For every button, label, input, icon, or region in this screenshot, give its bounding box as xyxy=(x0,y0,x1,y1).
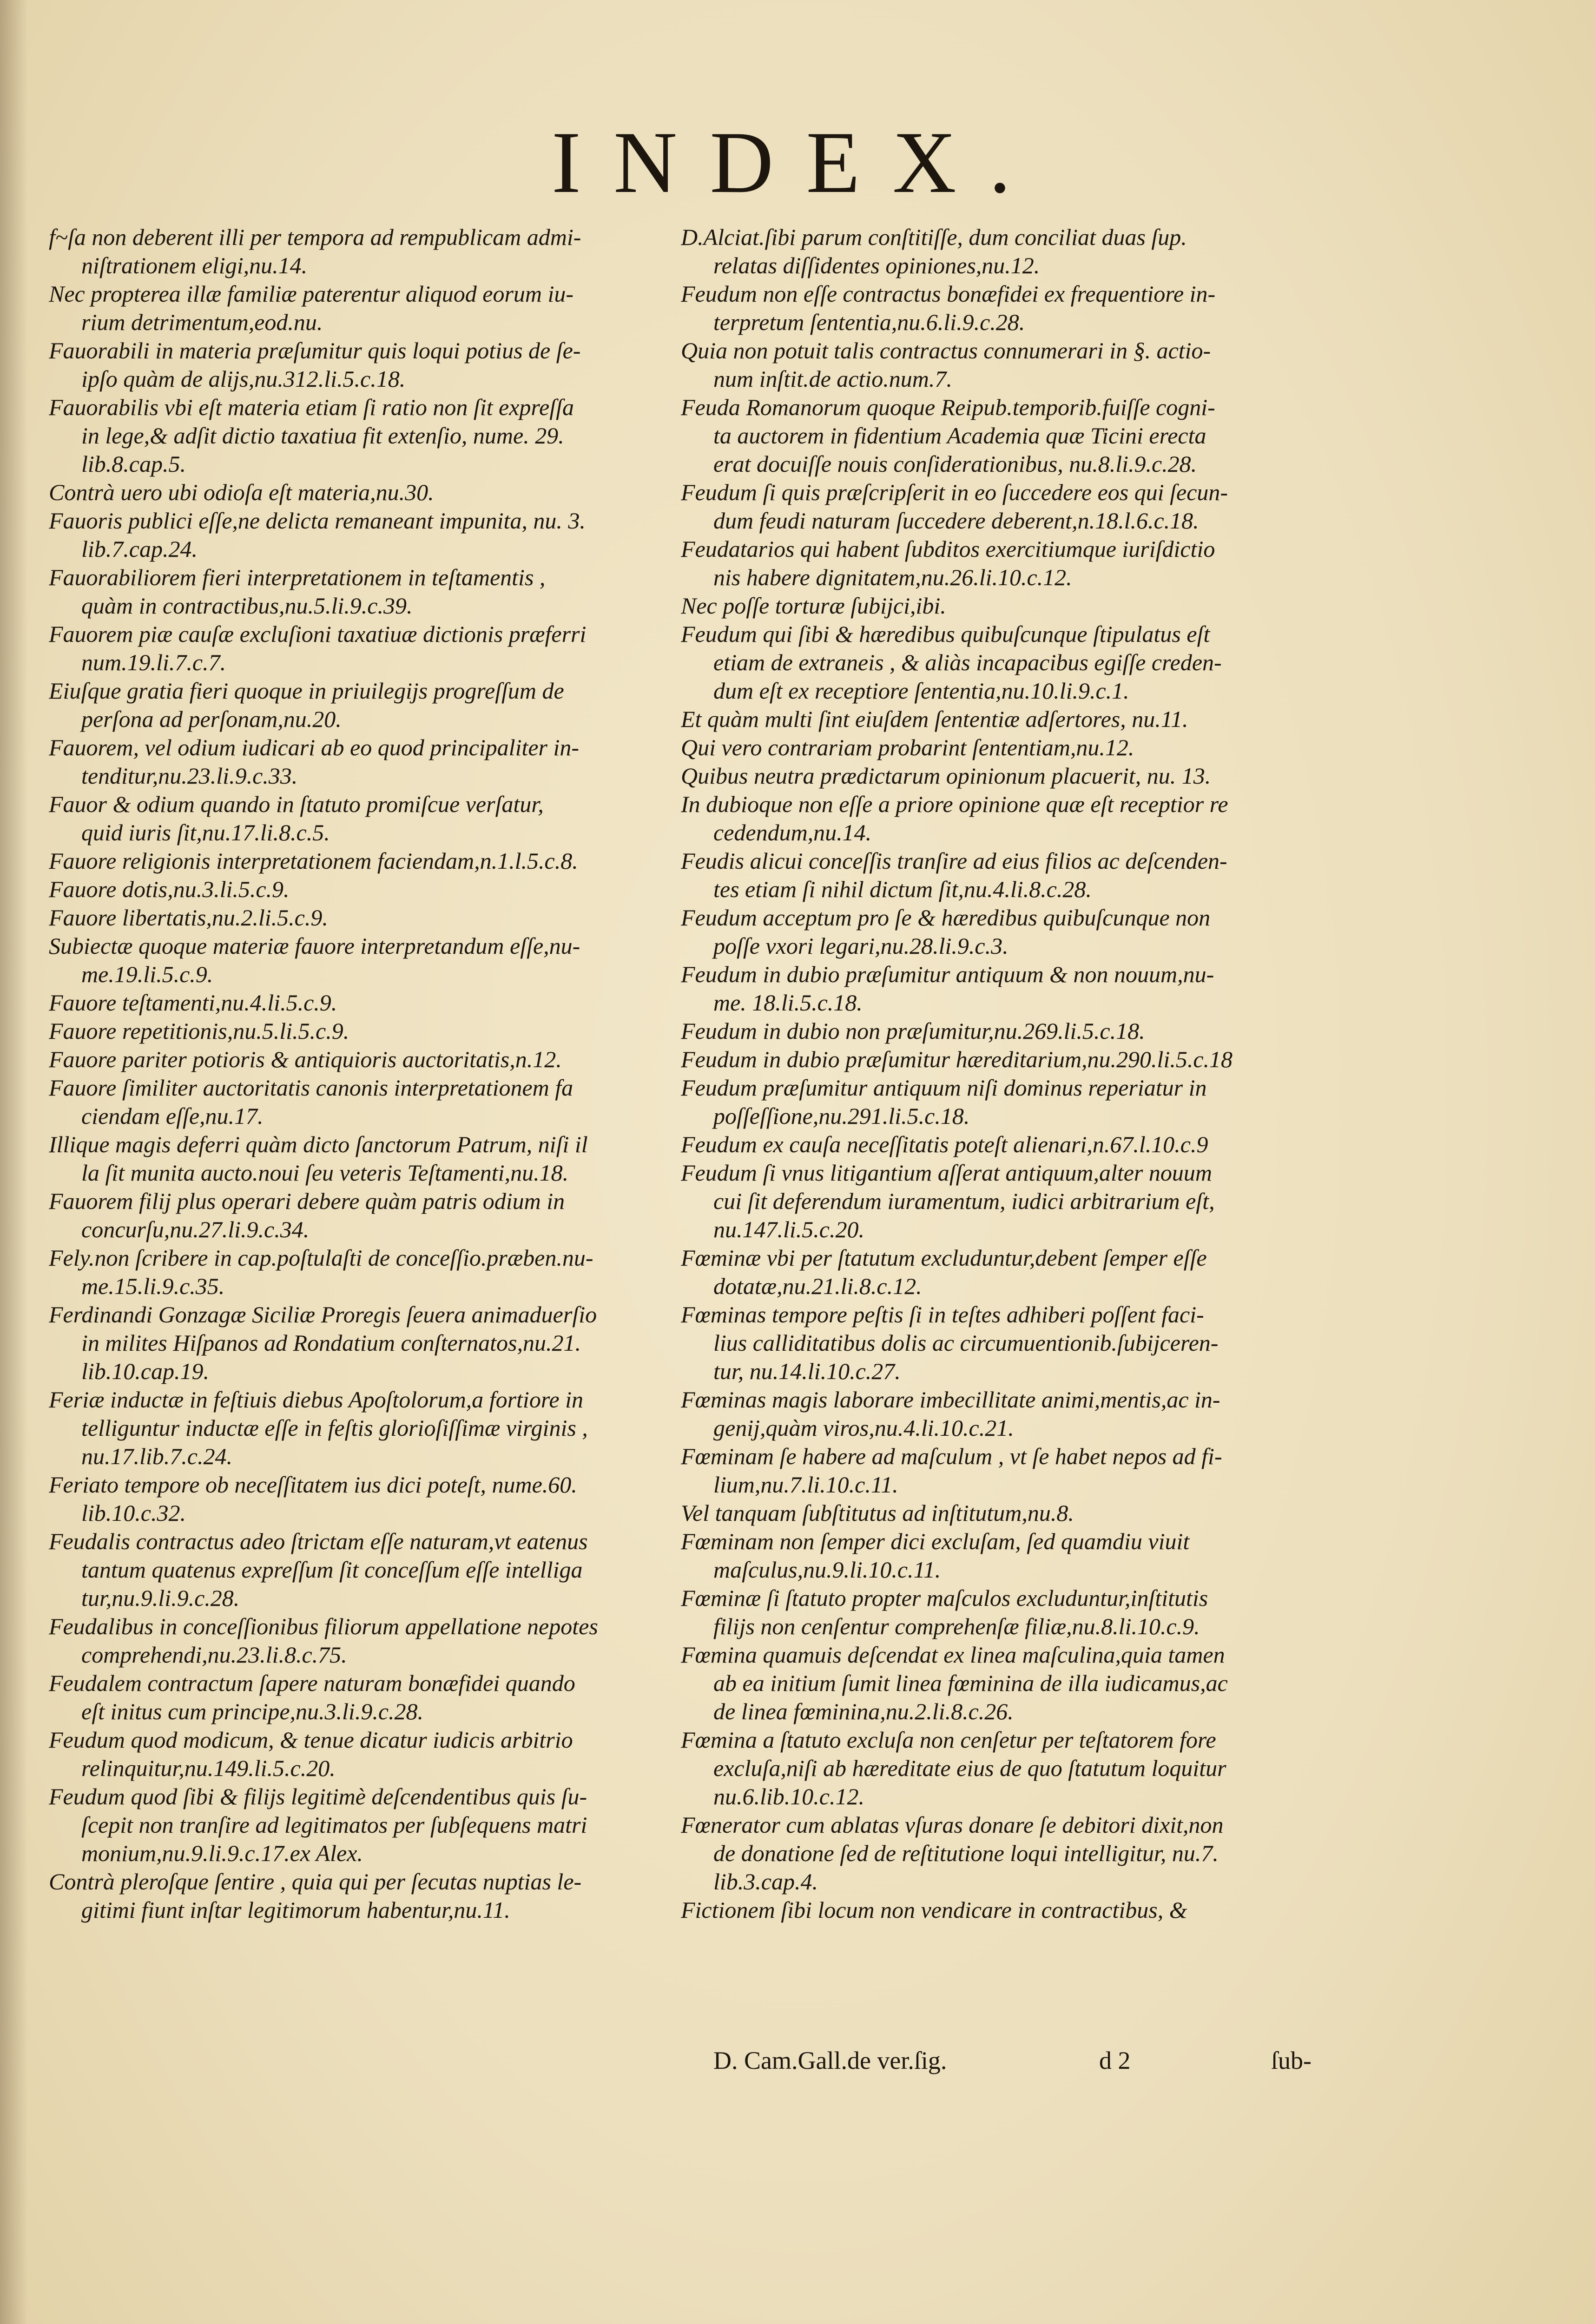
index-line: perſona ad perſonam,nu.20. xyxy=(81,706,342,732)
index-line: de linea fœminina,nu.2.li.8.c.26. xyxy=(713,1698,1014,1724)
index-line: Feuda Romanorum quoque Reipub.temporib.fuiſſe cogni- xyxy=(681,394,1215,420)
index-line: Feudum præſumitur antiquum niſi dominus reperiatur in xyxy=(681,1075,1207,1101)
index-line: Fœminam ſe habere ad maſculum , vt ſe habet nepos ad fi- xyxy=(681,1443,1222,1469)
index-line: telliguntur inductæ eſſe in feſtis glorioſiſſimæ virginis , xyxy=(81,1415,588,1441)
index-line: de donatione ſed de reſtitutione loqui intelligitur, nu.7. xyxy=(713,1840,1219,1866)
index-line: tur, nu.14.li.10.c.27. xyxy=(713,1358,901,1384)
page-footer xyxy=(713,2044,1327,2077)
index-line: In dubioque non eſſe a priore opinione quæ eſt receptior re xyxy=(681,791,1228,817)
index-line: D.Alciat.ſibi parum conſtitiſſe, dum conciliat duas ſup. xyxy=(681,224,1187,250)
index-line: in milites Hiſpanos ad Rondatium conſternatos,nu.21. xyxy=(81,1330,581,1356)
index-line: lium,nu.7.li.10.c.11. xyxy=(713,1472,898,1498)
index-line: dotatæ,nu.21.li.8.c.12. xyxy=(713,1273,922,1299)
index-line: num inſtit.de actio.num.7. xyxy=(713,366,952,392)
footer-source: D. Cam.Gall.de ver.ſig. xyxy=(713,2047,947,2074)
index-line: me. 18.li.5.c.18. xyxy=(713,990,863,1016)
index-line: Fœminas tempore peſtis ſi in teſtes adhiberi poſſent faci- xyxy=(681,1301,1204,1327)
signature-mark: d 2 xyxy=(1099,2047,1131,2074)
index-line: terpretum ſententia,nu.6.li.9.c.28. xyxy=(713,309,1025,335)
index-line: Fœminam non ſemper dici excluſam, ſed quamdiu viuit xyxy=(681,1528,1190,1554)
index-line: ciendam eſſe,nu.17. xyxy=(81,1103,264,1129)
index-line: in lege,& adſit dictio taxatiua fit extenſio, nume. 29. xyxy=(81,423,564,449)
index-line: ipſo quàm de alijs,nu.312.li.5.c.18. xyxy=(81,366,406,392)
index-line: concurſu,nu.27.li.9.c.34. xyxy=(81,1216,310,1242)
index-line: Nec poſſe torturæ ſubijci,ibi. xyxy=(681,593,946,619)
index-line: nu.147.li.5.c.20. xyxy=(713,1216,864,1242)
index-line: Feudum acceptum pro ſe & hæredibus quibuſcunque non xyxy=(681,905,1211,931)
index-line: Fœminæ vbi per ſtatutum excluduntur,debent ſemper eſſe xyxy=(681,1245,1207,1271)
index-line: poſſe vxori legari,nu.28.li.9.c.3. xyxy=(713,933,1008,959)
index-line: ta auctorem in fidentium Academia quæ Ticini erecta xyxy=(713,423,1206,449)
index-line: quàm in contractibus,nu.5.li.9.c.39. xyxy=(81,593,413,619)
index-line: Feudum ſi quis præſcripſerit in eo ſuccedere eos qui ſecun- xyxy=(681,479,1228,505)
index-line: Contrà pleroſque ſentire , quia qui per ſecutas nuptias le- xyxy=(49,1868,582,1895)
index-line: Feudum qui ſibi & hæredibus quibuſcunque ſtipulatus eſt xyxy=(681,621,1210,647)
catchword: ſub- xyxy=(1271,2047,1312,2074)
index-line: Feudum in dubio præſumitur hæreditarium,nu.290.li.5.c.18 xyxy=(681,1046,1233,1072)
index-line: Fauorem filij plus operari debere quàm patris odium in xyxy=(49,1188,565,1214)
index-line: Feudalis contractus adeo ſtrictam eſſe naturam,vt eatenus xyxy=(49,1528,588,1554)
index-line: etiam de extraneis , & aliàs incapacibus egiſſe creden- xyxy=(713,649,1222,675)
index-column-right xyxy=(681,223,1334,1924)
index-line: Fauor & odium quando in ſtatuto promiſcue verſatur, xyxy=(49,791,544,817)
index-line: Feriato tempore ob neceſſitatem ius dici poteſt, nume.60. xyxy=(49,1472,577,1498)
index-line: tes etiam ſi nihil dictum ſit,nu.4.li.8.c.28. xyxy=(713,876,1092,902)
index-line: Fauore religionis interpretationem faciendam,n.1.l.5.c.8. xyxy=(49,848,578,874)
index-line: la ſit munita aucto.noui ſeu veteris Teſtamenti,nu.18. xyxy=(81,1160,569,1186)
index-line: Ferdinandi Gonzagæ Siciliæ Proregis ſeuera animaduerſio xyxy=(49,1301,597,1327)
index-line: tenditur,nu.23.li.9.c.33. xyxy=(81,763,298,789)
index-line: lib.10.c.32. xyxy=(81,1500,186,1526)
page-title: INDEX. xyxy=(551,114,1044,211)
index-line: Fœminas magis laborare imbecillitate animi,mentis,ac in- xyxy=(681,1386,1220,1413)
index-line: ab ea initium ſumit linea fœminina de illa iudicamus,ac xyxy=(713,1670,1228,1696)
index-line: Vel tanquam ſubſtitutus ad inſtitutum,nu.8. xyxy=(681,1500,1074,1526)
index-line: filijs non cenſentur comprehenſæ filiæ,nu.8.li.10.c.9. xyxy=(713,1613,1200,1639)
index-line: nis habere dignitatem,nu.26.li.10.c.12. xyxy=(713,564,1072,590)
index-line: quid iuris ſit,nu.17.li.8.c.5. xyxy=(81,819,330,845)
index-line: me.15.li.9.c.35. xyxy=(81,1273,225,1299)
index-line: lib.8.cap.5. xyxy=(81,451,186,477)
index-line: Contrà uero ubi odioſa eſt materia,nu.30. xyxy=(49,479,434,505)
index-line: Fœminæ ſi ſtatuto propter maſculos excluduntur,inſtitutis xyxy=(681,1585,1208,1611)
index-line: relatas diſſidentes opiniones,nu.12. xyxy=(713,252,1040,278)
index-column-left xyxy=(49,223,702,1924)
index-line: erat docuiſſe nouis conſiderationibus, nu.8.li.9.c.28. xyxy=(713,451,1197,477)
index-line: dum feudi naturam ſuccedere deberent,n.18.l.6.c.18. xyxy=(713,508,1199,534)
index-line: lib.7.cap.24. xyxy=(81,536,198,562)
index-line: lius calliditatibus dolis ac circumuentionib.ſubijceren- xyxy=(713,1330,1219,1356)
index-line: gitimi fiunt inſtar legitimorum habentur,nu.11. xyxy=(81,1897,510,1923)
index-line: Fely.non ſcribere in cap.poſtulaſti de conceſſio.præben.nu- xyxy=(49,1245,593,1271)
index-line: Fauorabilis vbi eſt materia etiam ſi ratio non ſit expreſſa xyxy=(49,394,574,420)
index-line: cui ſit deferendum iuramentum, iudici arbitrarium eſt, xyxy=(713,1188,1215,1214)
index-line: poſſeſſione,nu.291.li.5.c.18. xyxy=(713,1103,970,1129)
index-line: Subiectæ quoque materiæ fauore interpretandum eſſe,nu- xyxy=(49,933,580,959)
index-line: Fauorem, vel odium iudicari ab eo quod principaliter in- xyxy=(49,734,580,760)
index-line: Fœmina a ſtatuto excluſa non cenſetur per teſtatorem fore xyxy=(681,1727,1216,1753)
index-line: tantum quatenus expreſſum ſit conceſſum eſſe intelliga xyxy=(81,1557,583,1583)
index-line: Fauore ſimiliter auctoritatis canonis interpretationem fa xyxy=(49,1075,573,1101)
index-line: Feudum quod ſibi & filijs legitimè deſcendentibus quis ſu- xyxy=(49,1783,587,1809)
index-line: dum eſt ex receptiore ſententia,nu.10.li.9.c.1. xyxy=(713,678,1129,704)
index-line: Illique magis deferri quàm dicto ſanctorum Patrum, niſi il xyxy=(49,1131,588,1157)
index-line: Fœnerator cum ablatas vſuras donare ſe debitori dixit,non xyxy=(681,1812,1224,1838)
index-line: Feudum non eſſe contractus bonæfidei ex frequentiore in- xyxy=(681,281,1216,307)
index-line: nu.6.lib.10.c.12. xyxy=(713,1783,864,1809)
index-line: Feudis alicui conceſſis tranſire ad eius filios ac deſcenden- xyxy=(681,848,1227,874)
index-line: ſcepit non tranſire ad legitimatos per ſubſequens matri xyxy=(81,1812,587,1838)
index-line: Quibus neutra prædictarum opinionum placuerit, nu. 13. xyxy=(681,763,1211,789)
index-line: monium,nu.9.li.9.c.17.ex Alex. xyxy=(81,1840,363,1866)
index-line: Et quàm multi ſint eiuſdem ſententiæ adſertores, nu.11. xyxy=(681,706,1188,732)
index-line: maſculus,nu.9.li.10.c.11. xyxy=(713,1557,941,1583)
index-line: Nec propterea illæ familiæ paterentur aliquod eorum iu- xyxy=(49,281,574,307)
index-line: Quia non potuit talis contractus connumerari in §. actio- xyxy=(681,337,1211,363)
index-line: Fauorabili in materia præſumitur quis loqui potius de ſe- xyxy=(49,337,581,363)
index-line: nu.17.lib.7.c.24. xyxy=(81,1443,232,1469)
index-line: Eiuſque gratia fieri quoque in priuilegijs progreſſum de xyxy=(49,678,564,704)
index-line: comprehendi,nu.23.li.8.c.75. xyxy=(81,1642,347,1668)
index-line: rium detrimentum,eod.nu. xyxy=(81,309,323,335)
index-line: niſtrationem eligi,nu.14. xyxy=(81,252,308,278)
index-line: Feudum ſi vnus litigantium aſſerat antiquum,alter nouum xyxy=(681,1160,1212,1186)
index-line: Feudalem contractum ſapere naturam bonæfidei quando xyxy=(49,1670,575,1696)
binding-shadow xyxy=(0,0,28,2324)
index-line: Feudatarios qui habent ſubditos exercitiumque iuriſdictio xyxy=(681,536,1215,562)
index-line: Feudum ex cauſa neceſſitatis poteſt alienari,n.67.l.10.c.9 xyxy=(681,1131,1208,1157)
index-line: Qui vero contrariam probarint ſententiam,nu.12. xyxy=(681,734,1134,760)
index-line: Feriæ inductæ in feſtiuis diebus Apoſtolorum,a fortiore in xyxy=(49,1386,583,1413)
index-line: relinquitur,nu.149.li.5.c.20. xyxy=(81,1755,336,1781)
index-line: eſt initus cum principe,nu.3.li.9.c.28. xyxy=(81,1698,424,1724)
index-line: Fauorem piæ cauſæ excluſioni taxatiuæ dictionis præferri xyxy=(49,621,587,647)
index-line: Fœmina quamuis deſcendat ex linea maſculina,quia tamen xyxy=(681,1642,1225,1668)
index-line: Fauoris publici eſſe,ne delicta remaneant impunita, nu. 3. xyxy=(49,508,586,534)
index-line: tur,nu.9.li.9.c.28. xyxy=(81,1585,240,1611)
index-line: num.19.li.7.c.7. xyxy=(81,649,226,675)
index-line: Fauore repetitionis,nu.5.li.5.c.9. xyxy=(49,1018,349,1044)
index-line: me.19.li.5.c.9. xyxy=(81,961,213,987)
index-line: Feudum in dubio præſumitur antiquum & non nouum,nu- xyxy=(681,961,1214,987)
index-line: genij,quàm viros,nu.4.li.10.c.21. xyxy=(713,1415,1014,1441)
index-line: Feudalibus in conceſſionibus filiorum appellatione nepotes xyxy=(49,1613,598,1639)
index-line: Fauorabiliorem fieri interpretationem in teſtamentis , xyxy=(49,564,546,590)
index-line: lib.3.cap.4. xyxy=(713,1868,818,1895)
index-line: Fauore pariter potioris & antiquioris auctoritatis,n.12. xyxy=(49,1046,562,1072)
index-line: Fauore libertatis,nu.2.li.5.c.9. xyxy=(49,905,328,931)
index-line: f~ſa non deberent illi per tempora ad rempublicam admi- xyxy=(49,224,581,250)
index-line: cedendum,nu.14. xyxy=(713,819,872,845)
index-line: Fauore teſtamenti,nu.4.li.5.c.9. xyxy=(49,990,337,1016)
index-line: Fictionem ſibi locum non vendicare in contractibus, & xyxy=(681,1897,1187,1923)
index-line: Fauore dotis,nu.3.li.5.c.9. xyxy=(49,876,290,902)
index-line: Feudum quod modicum, & tenue dicatur iudicis arbitrio xyxy=(49,1727,573,1753)
index-line: lib.10.cap.19. xyxy=(81,1358,209,1384)
index-line: excluſa,niſi ab hæreditate eius de quo ſtatutum loquitur xyxy=(713,1755,1226,1781)
index-line: Feudum in dubio non præſumitur,nu.269.li.5.c.18. xyxy=(681,1018,1145,1044)
